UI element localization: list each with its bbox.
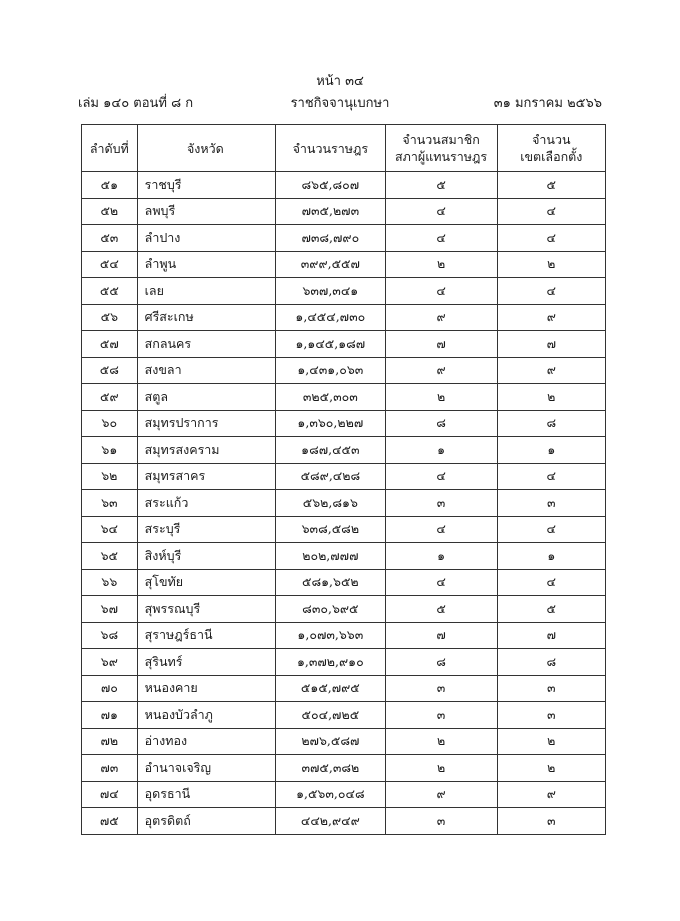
cell-province: สกลนคร	[137, 331, 275, 358]
cell-seq: ๖๕	[82, 543, 138, 570]
cell-districts: ๗	[497, 331, 605, 358]
cell-province: สุพรรณบุรี	[137, 596, 275, 623]
cell-districts: ๓	[497, 702, 605, 729]
cell-members: ๑	[385, 543, 497, 570]
cell-members: ๙	[385, 781, 497, 808]
cell-population: ๗๓๘,๗๙๐	[276, 225, 385, 252]
table-row	[82, 384, 606, 411]
cell-members: ๔	[385, 225, 497, 252]
cell-population: ๒๐๒,๗๗๗	[276, 543, 385, 570]
cell-seq: ๖๘	[82, 622, 138, 649]
cell-population: ๕๘๙,๔๒๘	[276, 463, 385, 490]
table-row	[82, 304, 606, 331]
cell-districts: ๔	[497, 463, 605, 490]
cell-seq: ๕๔	[82, 251, 138, 278]
cell-seq: ๗๒	[82, 728, 138, 755]
table-row	[82, 463, 606, 490]
cell-seq: ๖๐	[82, 410, 138, 437]
cell-members: ๓	[385, 702, 497, 729]
cell-seq: ๖๗	[82, 596, 138, 623]
cell-members: ๓	[385, 808, 497, 835]
cell-districts: ๙	[497, 304, 605, 331]
cell-districts: ๙	[497, 357, 605, 384]
cell-seq: ๖๙	[82, 649, 138, 676]
table-row	[82, 278, 606, 305]
cell-seq: ๕๗	[82, 331, 138, 358]
cell-seq: ๕๖	[82, 304, 138, 331]
cell-seq: ๗๐	[82, 675, 138, 702]
cell-seq: ๖๖	[82, 569, 138, 596]
cell-population: ๑,๕๖๓,๐๔๘	[276, 781, 385, 808]
table-body	[82, 172, 606, 835]
cell-province: อำนาจเจริญ	[137, 755, 275, 782]
cell-members: ๔	[385, 463, 497, 490]
cell-population: ๘๓๐,๖๙๕	[276, 596, 385, 623]
province-representation-table	[81, 124, 606, 835]
table-row	[82, 781, 606, 808]
cell-districts: ๓	[497, 490, 605, 517]
cell-seq: ๖๓	[82, 490, 138, 517]
cell-members: ๙	[385, 357, 497, 384]
cell-province: ราชบุรี	[137, 172, 275, 199]
table-row	[82, 728, 606, 755]
cell-province: สมุทรสงคราม	[137, 437, 275, 464]
cell-province: สุรินทร์	[137, 649, 275, 676]
cell-districts: ๘	[497, 410, 605, 437]
cell-members: ๔	[385, 198, 497, 225]
cell-population: ๕๖๒,๘๑๖	[276, 490, 385, 517]
cell-province: ลำปาง	[137, 225, 275, 252]
cell-members: ๔	[385, 278, 497, 305]
cell-members: ๓	[385, 675, 497, 702]
cell-districts: ๑	[497, 543, 605, 570]
cell-members: ๒	[385, 728, 497, 755]
cell-seq: ๕๙	[82, 384, 138, 411]
cell-seq: ๕๘	[82, 357, 138, 384]
cell-districts: ๕	[497, 596, 605, 623]
cell-districts: ๒	[497, 251, 605, 278]
table-row	[82, 198, 606, 225]
table-row	[82, 331, 606, 358]
cell-members: ๗	[385, 622, 497, 649]
cell-members: ๘	[385, 410, 497, 437]
table-row	[82, 569, 606, 596]
header-seq: ลำดับที่	[82, 125, 138, 172]
cell-members: ๓	[385, 490, 497, 517]
table-row	[82, 225, 606, 252]
cell-population: ๑๘๗,๔๕๓	[276, 437, 385, 464]
cell-members: ๗	[385, 331, 497, 358]
cell-population: ๑,๐๗๓,๖๖๓	[276, 622, 385, 649]
header-districts-line2: เขตเลือกตั้ง	[520, 149, 583, 164]
cell-province: หนองคาย	[137, 675, 275, 702]
volume-issue: เล่ม ๑๔๐ ตอนที่ ๘ ก	[78, 96, 194, 111]
cell-seq: ๗๕	[82, 808, 138, 835]
cell-population: ๑,๔๕๔,๗๓๐	[276, 304, 385, 331]
cell-population: ๓๙๙,๕๕๗	[276, 251, 385, 278]
header-members	[385, 125, 497, 172]
cell-members: ๑	[385, 437, 497, 464]
table-row	[82, 622, 606, 649]
cell-population: ๑,๔๓๑,๐๖๓	[276, 357, 385, 384]
cell-districts: ๑	[497, 437, 605, 464]
cell-districts: ๕	[497, 172, 605, 199]
cell-districts: ๒	[497, 755, 605, 782]
publication-date: ๓๑ มกราคม ๒๕๖๖	[493, 96, 602, 111]
cell-province: ลพบุรี	[137, 198, 275, 225]
cell-province: สระบุรี	[137, 516, 275, 543]
cell-population: ๓๒๕,๓๐๓	[276, 384, 385, 411]
header-province: จังหวัด	[137, 125, 275, 172]
table-row	[82, 437, 606, 464]
cell-province: ศรีสะเกษ	[137, 304, 275, 331]
cell-province: อ่างทอง	[137, 728, 275, 755]
cell-members: ๒	[385, 384, 497, 411]
table-row	[82, 490, 606, 517]
table-row	[82, 675, 606, 702]
table-row	[82, 516, 606, 543]
cell-province: สมุทรปราการ	[137, 410, 275, 437]
gazette-header	[78, 92, 602, 110]
cell-population: ๖๓๗,๓๔๑	[276, 278, 385, 305]
cell-seq: ๕๑	[82, 172, 138, 199]
cell-seq: ๗๔	[82, 781, 138, 808]
cell-members: ๙	[385, 304, 497, 331]
page-number: หน้า ๓๔	[316, 74, 364, 89]
table-row	[82, 172, 606, 199]
cell-province: ลำพูน	[137, 251, 275, 278]
cell-population: ๔๔๒,๙๔๙	[276, 808, 385, 835]
cell-population: ๓๗๕,๓๘๒	[276, 755, 385, 782]
cell-seq: ๖๔	[82, 516, 138, 543]
cell-population: ๑,๑๔๕,๑๘๗	[276, 331, 385, 358]
cell-province: สุโขทัย	[137, 569, 275, 596]
table-row	[82, 410, 606, 437]
cell-seq: ๕๒	[82, 198, 138, 225]
cell-population: ๗๓๕,๒๗๓	[276, 198, 385, 225]
cell-seq: ๗๓	[82, 755, 138, 782]
cell-province: อุตรดิตถ์	[137, 808, 275, 835]
cell-districts: ๒	[497, 728, 605, 755]
cell-seq: ๖๒	[82, 463, 138, 490]
cell-districts: ๔	[497, 225, 605, 252]
cell-members: ๒	[385, 755, 497, 782]
header-districts	[497, 125, 605, 172]
table-row	[82, 357, 606, 384]
cell-population: ๕๑๕,๗๙๕	[276, 675, 385, 702]
cell-districts: ๒	[497, 384, 605, 411]
cell-seq: ๕๓	[82, 225, 138, 252]
cell-members: ๔	[385, 516, 497, 543]
cell-members: ๕	[385, 172, 497, 199]
cell-members: ๒	[385, 251, 497, 278]
gazette-name: ราชกิจจานุเบกษา	[290, 96, 390, 111]
cell-districts: ๗	[497, 622, 605, 649]
cell-seq: ๗๑	[82, 702, 138, 729]
cell-members: ๕	[385, 596, 497, 623]
cell-districts: ๙	[497, 781, 605, 808]
cell-population: ๑,๓๗๒,๙๑๐	[276, 649, 385, 676]
table-row	[82, 251, 606, 278]
cell-districts: ๓	[497, 675, 605, 702]
cell-population: ๒๗๖,๕๘๗	[276, 728, 385, 755]
cell-province: หนองบัวลำภู	[137, 702, 275, 729]
cell-province: สงขลา	[137, 357, 275, 384]
cell-districts: ๔	[497, 569, 605, 596]
cell-province: อุดรธานี	[137, 781, 275, 808]
header-districts-line1: จำนวน	[532, 132, 571, 147]
cell-seq: ๕๕	[82, 278, 138, 305]
cell-districts: ๓	[497, 808, 605, 835]
cell-province: สระแก้ว	[137, 490, 275, 517]
cell-province: สิงห์บุรี	[137, 543, 275, 570]
cell-province: สมุทรสาคร	[137, 463, 275, 490]
table-row	[82, 596, 606, 623]
table-row	[82, 543, 606, 570]
cell-population: ๑,๓๖๐,๒๒๗	[276, 410, 385, 437]
cell-districts: ๔	[497, 198, 605, 225]
cell-province: สตูล	[137, 384, 275, 411]
header-members-line1: จำนวนสมาชิก	[402, 132, 480, 147]
cell-districts: ๔	[497, 278, 605, 305]
header-members-line2: สภาผู้แทนราษฎร	[395, 149, 488, 164]
table-row	[82, 755, 606, 782]
table-row	[82, 808, 606, 835]
cell-population: ๖๓๘,๕๘๒	[276, 516, 385, 543]
cell-population: ๕๐๔,๗๒๕	[276, 702, 385, 729]
cell-districts: ๘	[497, 649, 605, 676]
cell-population: ๕๘๑,๖๕๒	[276, 569, 385, 596]
cell-members: ๔	[385, 569, 497, 596]
header-population: จำนวนราษฎร	[276, 125, 385, 172]
cell-districts: ๔	[497, 516, 605, 543]
cell-province: สุราษฎร์ธานี	[137, 622, 275, 649]
cell-seq: ๖๑	[82, 437, 138, 464]
cell-members: ๘	[385, 649, 497, 676]
table-row	[82, 649, 606, 676]
cell-population: ๘๖๕,๘๐๗	[276, 172, 385, 199]
table-header-row	[82, 125, 606, 172]
table-row	[82, 702, 606, 729]
cell-province: เลย	[137, 278, 275, 305]
